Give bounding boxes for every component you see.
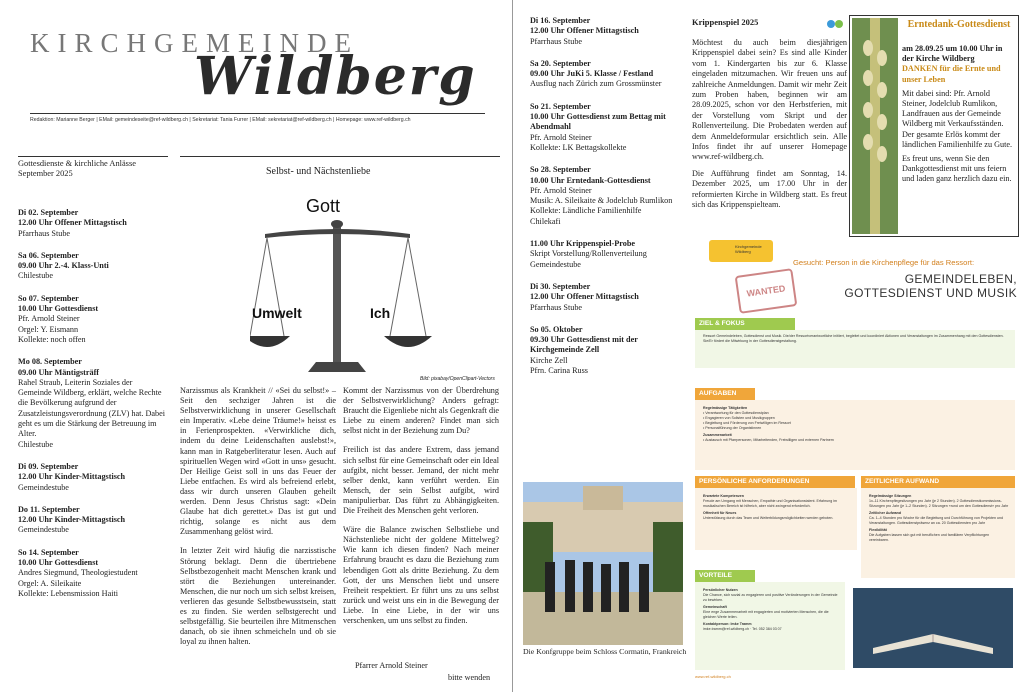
vorteile-box: Persönlicher Nutzen Die Chance, sich sozial zu engagieren und positive Veränderungen in der Gemeinde zu bewirken. Gemeinschaft Eine enge Zusammenarbeit mit engagierten und motivierten Menschen, die die gleichen Werte teilen. Kontaktperson: Imke Tramm imke.tramm@ref-wildberg.ch · Tel. 052 384 03 07 xyxy=(695,582,845,670)
event-date: Sa 06. September xyxy=(18,250,79,260)
scale-label-top: Gott xyxy=(306,196,341,216)
event-item xyxy=(18,505,166,536)
event-detail: Kollekte: noch offen xyxy=(18,334,86,344)
masthead-title: Wildberg xyxy=(194,46,477,107)
event-date: Sa 20. September xyxy=(530,58,591,68)
krippenspiel-text xyxy=(692,38,847,217)
event-date: Di 30. September xyxy=(530,281,591,291)
aufwand-box: Regelmässige Sitzungen 1x–11 Kirchenpflegesitzungen pro Jahr (je 2 Stunden). 2 Gottesdienstkommissions-Sitzungen pro Jahr (je 1–2 Stunden). 2 Sitzungen «rund um den Gottesdienst» pro Jahr Zeitlicher Aufwand Ca. 1–4 Stunden pro Woche für die Begleitung und Durchführung von Projekten und Veranstaltungen. Gottesdienstpräsenz an ca. 20 Gottesdiensten pro Jahr Flexibilität Die Aufgaben lassen sich gut mit beruflichen und familiären Verpflichtungen vereinbaren. xyxy=(861,488,1015,578)
event-detail: Chilestube xyxy=(18,271,54,281)
event-detail: Orgel: A. Sileikaite xyxy=(18,578,82,588)
article-column-1 xyxy=(180,386,336,656)
event-detail: Kollekte: Ländliche Familienhilfe xyxy=(530,206,642,216)
event-date: So 14. September xyxy=(18,547,79,557)
event-item xyxy=(530,59,682,90)
event-detail: Ausflug nach Zürich zum Grossmünster xyxy=(530,79,662,89)
event-item xyxy=(530,16,682,47)
krippenspiel-p2: Die Aufführung findet am Sonntag, 14. Dezember 2025, um 17.00 Uhr in der reformierten Kirche in Wildberg statt. Es freut sich das Krippenspielteam. xyxy=(692,168,847,210)
event-item xyxy=(530,102,682,153)
event-heading: 12.00 Uhr Kinder-Mittagstisch xyxy=(18,472,126,482)
event-heading: 09.00 Uhr 2.-4. Klass-Unti xyxy=(18,261,109,271)
right-page xyxy=(512,0,1024,692)
article-title: Selbst- und Nächstenliebe xyxy=(266,166,371,177)
list-item: • Austausch mit Pfarrpersonen, Mitarbeitenden, Freiwilligen und externen Partnern xyxy=(703,438,1009,443)
event-item xyxy=(18,294,166,345)
event-item xyxy=(530,325,682,376)
flyer-footer: www.ref-wildberg.ch xyxy=(695,674,731,679)
event-date: Di 09. September xyxy=(18,461,79,471)
event-heading: 10.00 Uhr Gottesdienst zum Bettag mit Abendmahl xyxy=(530,112,666,132)
scale-post xyxy=(333,222,341,362)
event-detail: Pfr. Arnold Steiner xyxy=(18,314,80,324)
mistreff-logo xyxy=(823,18,847,34)
article-paragraph: Freilich ist das andere Extrem, dass jemand sich selbst für eine Gemeinschaft oder ein Ideal aufgibt, nicht besser. Jemand, der nicht mehr selber denkt, kann verführt werden. Ein Mensch, der sein Selbst aufgibt, wird manipulierbar. Das führt zu Abhängigkeiten. Die Freiheit des Menschen geht verloren. xyxy=(343,445,499,516)
event-detail: Pfr. Arnold Steiner xyxy=(530,185,592,195)
event-detail: Pfarrhaus Stube xyxy=(530,36,583,46)
event-heading: 12.00 Uhr Offener Mittagstisch xyxy=(18,218,127,228)
event-item xyxy=(18,462,166,493)
anforderungen-box: Erwartete Kompetenzen Freude am Umgang mit Menschen, Empathie und Organisationstalent. Erfahrung im musikalischen Bereich ist hilfreich, aber nicht zwingend erforderlich. Offenheit für Neues Unterstützung durch das Team und Weiterbildungsmöglichkeiten werden geboten. xyxy=(695,488,857,550)
flyer-headline: GEMEINDELEBEN, GOTTESDIENST UND MUSIK xyxy=(844,272,1017,300)
left-events-list xyxy=(18,208,166,611)
image-credit: Bild: pixabay/OpenClipart-Vectors xyxy=(420,376,495,382)
event-item xyxy=(530,282,682,313)
event-item xyxy=(530,239,682,270)
continue-note: bitte wenden xyxy=(448,673,491,682)
event-heading: 09.00 Uhr Mäntigsträff xyxy=(18,367,100,377)
article-paragraph: Kommt der Narzissmus von der Überdrehung der Selbstverwirklichung? Anders gefragt: Braucht die Eigenliebe nicht als Gegenkraft die Liebe zu einem anderen? Findet man sich selbst nicht in der Beziehung zum Du? xyxy=(343,386,499,436)
event-date: So 07. September xyxy=(18,293,79,303)
list-item: • Begleitung und Förderung von Freiwilligen im Ressort xyxy=(703,421,1009,426)
list-item: • Verantwortung für den Gottesdienstplan xyxy=(703,411,1009,416)
article-paragraph: Narzissmus als Krankheit // «Sei du selbst!» – Seit den sechziger Jahren ist die Selbstverwirklichung in unserer Gesellschaft ein Imperativ. «Lebe deine Träume!» heisst es in Ferienprospekten. «Verwirkliche dich, indem du deine Leidenschaften auslebst!», kann man in Ratgeberliteratur lesen. Auch auf spirituellen Wegen wird «Gott in uns» gesucht. Der Heilige Geist soll in uns das Feuer der Liebe entfachen. Es wird als befreiend erlebt, dass wir durch unseren Glauben geheilt werden. Denn Jesus Christus sagt: «Dein Glaube hat dich gerettet.» Das ist gut und richtig, solange es nicht aus dem Zusammenhang gelöst wird. xyxy=(180,386,336,537)
article-column-2 xyxy=(343,386,499,635)
event-detail: Kirche Zell xyxy=(530,355,568,365)
event-heading: 12.00 Uhr Offener Mittagstisch xyxy=(530,292,639,302)
event-date: Di 02. September xyxy=(18,208,79,217)
book-image xyxy=(853,588,1013,668)
wanted-stamp: WANTED xyxy=(735,268,798,314)
event-detail: Skript Vorstellung/Rollenverteilung xyxy=(530,249,647,259)
erntedank-box xyxy=(849,15,1019,237)
event-date: Di 16. September xyxy=(530,16,591,25)
erntedank-text xyxy=(902,44,1016,185)
event-date: Do 11. September xyxy=(18,504,80,514)
event-date: Mo 08. September xyxy=(18,357,82,367)
ziel-box: Ressort Gemeindeleben, Gottesdienst und Musik. Die/der Ressortverantwortliche initiiert, begleitet und koordiniert Aktionen und Veranstaltungen im Zusammenhang mit den Gottesdiensten. Sie/Er fördert die Mitwirkung in der Gottesdienstgestaltung. xyxy=(695,330,1015,368)
event-heading: 09.30 Uhr Gottesdienst mit der Kirchgemeinde Zell xyxy=(530,335,638,355)
event-heading: 10.00 Uhr Gottesdienst xyxy=(18,558,99,568)
masthead-rule xyxy=(30,113,485,114)
article-paragraph: Wäre die Balance zwischen Selbstliebe und Nächstenliebe nicht der goldene Mittelweg? Wie kann ich diesen finden? Nach meiner Erfahrung braucht es dazu die Beziehung zum lebendigen Gott als dritte Beziehung. Zu dem Gott, der uns Menschen liebt und unsere Freiheit respektiert. Er führt uns zu uns selbst zurück und weist uns ein in die Bewegung der Liebe. In eine Liebe, in der wir uns verschenken, um uns selbst zu finden. xyxy=(343,525,499,625)
erntedank-title: Erntedank-Gottesdienst xyxy=(907,19,1011,30)
erntedank-when: am 28.09.25 um 10.00 Uhr in der Kirche Wildberg xyxy=(902,44,1003,64)
event-heading: 12.00 Uhr Kinder-Mittagstisch xyxy=(18,515,126,525)
rule-article xyxy=(180,156,500,157)
krippenspiel-p1: Möchtest du auch beim diesjährigen Krippenspiel dabei sein? Es sind alle Kinder vom 1. Kindergarten bis zur 6. Klasse eingeladen mitzumachen. Wir freuen uns auf zahlreiche Anmeldungen. Damit wir mehr Zeit zum Proben haben, beginnen wir am 28.09.2025, schon vor den Herbstferien, mit der Vorstellung vom Skript und der Rollenverteilung. Die Probedaten werden auf dem Anmeldeformular ersichtlich sein. Alle Infos findet ihr auf unserer Homepage www.ref-wildberg.ch. xyxy=(692,38,847,162)
masthead-top: KIRCHGEMEINDE xyxy=(30,28,359,58)
event-detail: Orgel: Y. Eismann xyxy=(18,324,79,334)
event-detail: Chilestube xyxy=(18,439,54,449)
event-heading: 10.00 Uhr Gottesdienst xyxy=(18,304,99,314)
event-item xyxy=(18,251,166,282)
scale-base xyxy=(308,362,366,372)
krippenspiel-title: Krippenspiel 2025 xyxy=(692,17,759,27)
event-detail: Pfarrhaus Stube xyxy=(530,302,583,312)
event-detail: Gemeindestube xyxy=(18,525,69,535)
aufgaben-box: Regelmässige Tätigkeiten • Verantwortung für den Gottesdienstplan • Engagieren von Solisten und Musikgruppen • Begleitung und Förderung von Freiwilligen im Ressort • Personalführung der Organistinnen Zusammenarbeit • Austausch mit Pfarrpersonen, Mitarbeitenden, Freiwilligen und externen Partnern xyxy=(695,400,1015,470)
event-heading: 10.00 Uhr Erntedank-Gottesdienst xyxy=(530,175,651,185)
list-item: • Personalführung der Organistinnen xyxy=(703,426,1009,431)
erntedank-closing: Es freut uns, wenn Sie den Dankgottesdienst mit uns feiern und laden ganz herzlich dazu ein. xyxy=(902,154,1012,184)
events-title: Gottesdienste & kirchliche Anlässe September 2025 xyxy=(18,159,136,178)
event-item xyxy=(18,548,166,599)
event-detail: Andres Siegmund, Theologiestudent xyxy=(18,568,138,578)
event-item xyxy=(530,165,682,227)
event-detail: Chilekafi xyxy=(530,216,561,226)
flyer-subtitle: Gesucht: Person in die Kirchenpflege für das Ressort: xyxy=(793,258,975,267)
konfgruppe-photo xyxy=(523,482,683,645)
gesucht-flyer xyxy=(689,238,1023,690)
scale-label-left: Umwelt xyxy=(252,305,302,321)
vorteile-header: VORTEILE xyxy=(695,570,755,582)
flyer-logo: Kirchgemeinde Wildberg xyxy=(709,240,773,262)
scale-illustration xyxy=(250,186,510,386)
event-heading: 09.00 Uhr JuKi 5. Klasse / Festland xyxy=(530,69,654,79)
event-detail: Rahel Straub, Leiterin Soziales der Gemeinde Wildberg, erklärt, welche Rechte die Bevölkerung aufgrund der Zusatzleistungsverordnung (ZLV) hat. Dabei geht es um die Stärkung der Betreuung im Alter. xyxy=(18,377,166,439)
event-detail: Musik: A. Sileikaite & Jodelclub Rumlikon xyxy=(530,196,673,206)
article-signature: Pfarrer Arnold Steiner xyxy=(355,661,428,670)
event-heading: 12.00 Uhr Offener Mittagstisch xyxy=(530,26,639,36)
event-detail: Gemeindestube xyxy=(530,259,581,269)
event-date: So 28. September xyxy=(530,165,591,175)
erntedank-thanks: DANKEN für die Ernte und unser Leben xyxy=(902,64,1001,84)
event-date: So 21. September xyxy=(530,101,591,111)
photo-caption: Die Konfgruppe beim Schloss Cormatin, Frankreich xyxy=(523,647,687,656)
article-paragraph: In letzter Zeit wird häufig die narzisstische Störung beklagt. Denn die übertriebene Selbstbezogenheit macht Menschen krank und stört die Beziehungen untereinander. Menschen, die nur noch um sich selbst kreisen, verlieren das gesunde Selbstbewusstsein, statt es zu finden. Sie werden selbstgerecht und selbstgefällig. Sie beurteilen ihre Mitmenschen danach, ob sie ihnen schmeicheln und ob sie loyal zu ihnen halten. xyxy=(180,546,336,647)
event-detail: Kollekte: LK Bettagskollekte xyxy=(530,142,627,152)
aufgaben-header: AUFGABEN xyxy=(695,388,755,400)
list-item: • Engagieren von Solisten und Musikgruppen xyxy=(703,416,1009,421)
event-date: So 05. Oktober xyxy=(530,324,583,334)
masthead-info: Redaktion: Marianne Berger | EMail: gemeindeseite@ref-wildberg.ch | Sekretariat: Tania Furrer | EMail: sekretariat@ref-wildberg.ch | Homepage: www.ref-wildberg.ch xyxy=(30,117,411,123)
erntedank-body: Mit dabei sind: Pfr. Arnold Steiner, Jodelclub Rumlikon, Landfrauen aus der Gemeinde Wildberg mit Verkaufsständen. Der gesamte Erlös kommt der ländlichen Familienhilfe zu Gute. xyxy=(902,88,1013,149)
event-item xyxy=(18,357,166,450)
scale-right-pan xyxy=(384,336,432,347)
ziel-header: ZIEL & FOKUS xyxy=(695,318,795,330)
event-detail: Pfrn. Carina Russ xyxy=(530,366,588,376)
scale-label-right: Ich xyxy=(370,305,391,321)
event-heading: 11.00 Uhr Krippenspiel-Probe xyxy=(530,239,636,249)
event-detail: Pfarrhaus Stube xyxy=(18,228,71,238)
event-detail: Kollekte: Lebensmission Haiti xyxy=(18,588,119,598)
aufwand-header: ZEITLICHER AUFWAND xyxy=(861,476,1015,488)
event-detail: Pfr. Arnold Steiner xyxy=(530,132,592,142)
scale-left-pan xyxy=(250,336,290,347)
anforderungen-header: PERSÖNLICHE ANFORDERUNGEN xyxy=(695,476,855,488)
rule-left xyxy=(18,156,168,157)
event-detail: Gemeindestube xyxy=(18,482,69,492)
right-events-list xyxy=(530,16,682,388)
event-item xyxy=(18,208,166,239)
wheat-image xyxy=(852,18,898,234)
